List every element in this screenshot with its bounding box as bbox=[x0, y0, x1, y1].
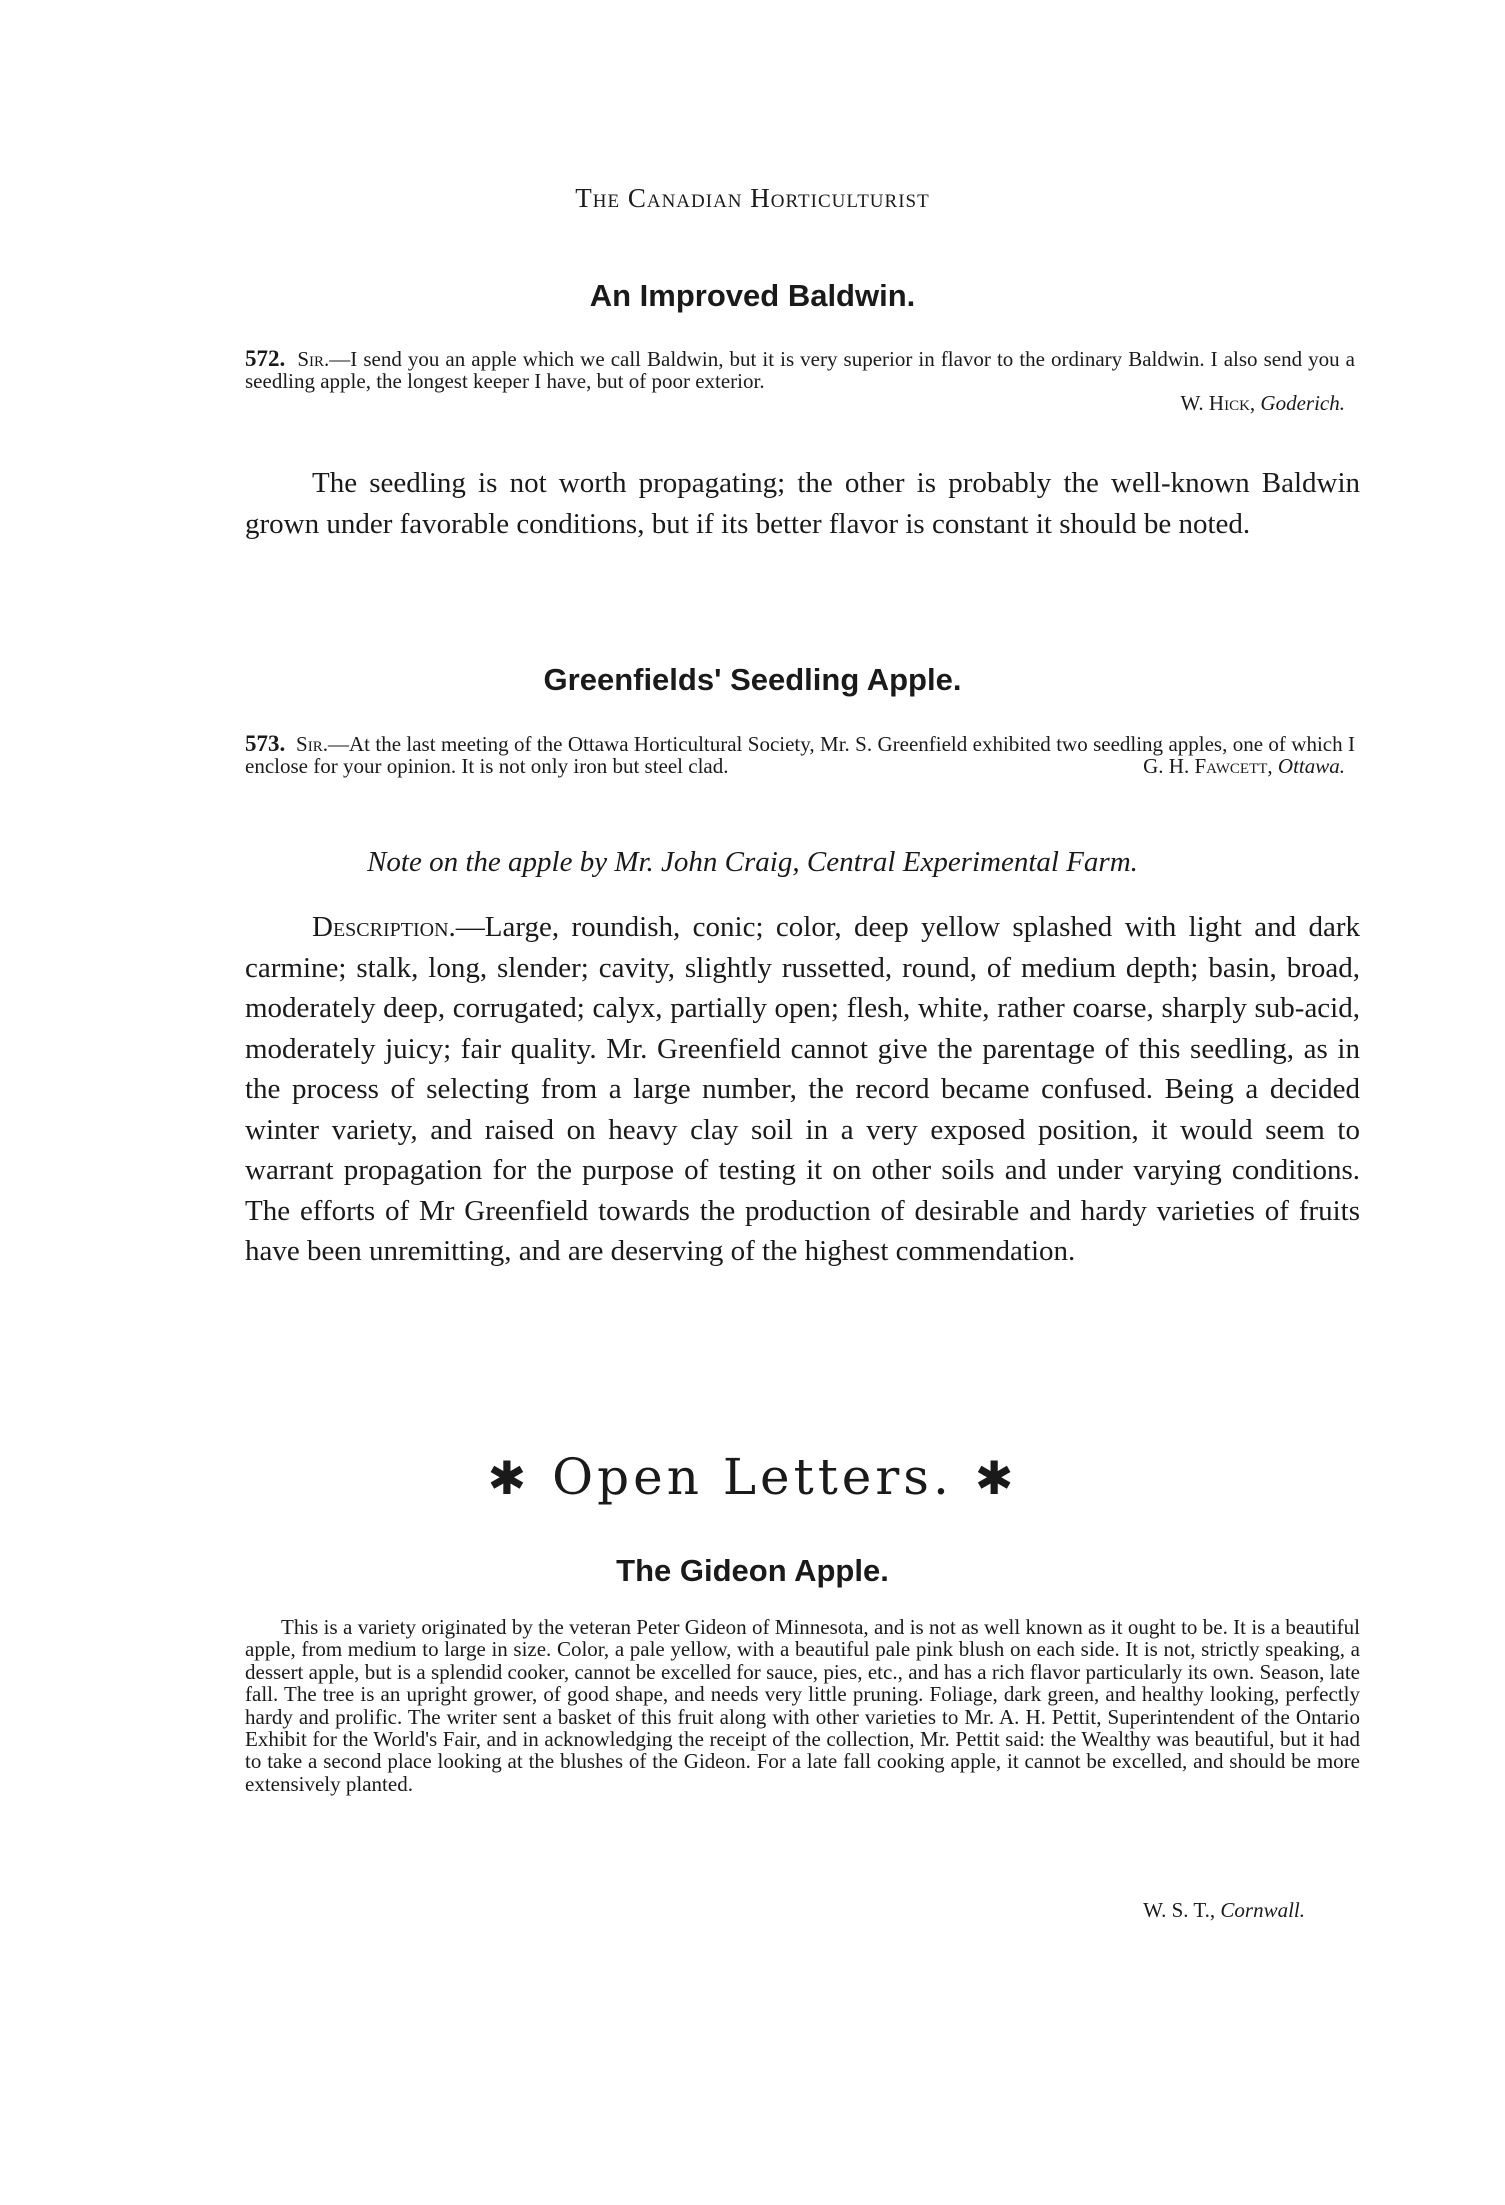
signature-place: Cornwall. bbox=[1220, 1898, 1305, 1922]
letter-salutation: Sir. bbox=[297, 347, 330, 371]
open-letters-banner bbox=[0, 1448, 1505, 1506]
section-title-greenfield: Greenfields' Seedling Apple. bbox=[543, 662, 962, 697]
gideon-paragraph: This is a variety originated by the veteran Peter Gideon of Minnesota, and is not as well known as it ought to be. It is a beautiful apple, from medium to large in size. Color, a pale yellow, with a beautiful pale pink blush on each side. It is not, strictly speaking, a dessert apple, but is a splendid cooker, cannot be excelled for sauce, pies, etc., and has a rich flavor particularly its own. Season, late fall. The tree is an upright grower, of good shape, and needs very little pruning. Foliage, dark green, and healthy looking, perfectly hardy and prolific. The writer sent a basket of this fruit along with other varieties to Mr. A. H. Pettit, Superintendent of the Ontario Exhibit for the World's Fair, and in acknowledging the receipt of the collection, Mr. Pettit said: the Wealthy was beautiful, but it had to take a second place looking at the blushes of the Gideon. For a late fall cooking apple, it cannot be excelled, and should be more extensively planted. bbox=[245, 1615, 1360, 1796]
letter-573 bbox=[245, 733, 1355, 777]
section-title-gideon: The Gideon Apple. bbox=[616, 1553, 889, 1588]
section-title-baldwin: An Improved Baldwin. bbox=[589, 278, 916, 313]
running-head: The Canadian Horticulturist bbox=[575, 183, 930, 213]
letter-text: —At the last meeting of the Ottawa Horticultural Society, Mr. S. Greenfield exhibited two seedling apples, one of which I enclose for your opinion. It is not only iron but steel clad. bbox=[245, 732, 1356, 778]
letter-signature bbox=[245, 392, 1355, 414]
signature-name: W. Hick, bbox=[1180, 391, 1256, 415]
asterisk-ornament-icon: ✱ bbox=[487, 1451, 531, 1505]
letter-number: 573. bbox=[245, 731, 286, 756]
gideon-signature bbox=[245, 1898, 1305, 1923]
signature-name: W. S. T., bbox=[1143, 1898, 1216, 1922]
letter-572 bbox=[245, 348, 1355, 414]
asterisk-ornament-icon: ✱ bbox=[974, 1451, 1018, 1505]
description-label: Description. bbox=[312, 911, 456, 943]
signature-place: Goderich. bbox=[1260, 391, 1345, 415]
letter-number: 572. bbox=[245, 346, 286, 371]
signature-name: G. H. Fawcett, bbox=[1143, 754, 1273, 778]
description-paragraph bbox=[245, 907, 1360, 1272]
banner-text: Open Letters. bbox=[552, 1448, 953, 1506]
signature-place: Ottawa. bbox=[1277, 754, 1345, 778]
note-line: Note on the apple by Mr. John Craig, Central Experimental Farm. bbox=[367, 846, 1138, 878]
letter-salutation: Sir. bbox=[296, 732, 328, 756]
reply-paragraph: The seedling is not worth propagating; the other is probably the well-known Baldwin grown under favorable conditions, but if its better flavor is constant it should be noted. bbox=[245, 467, 1360, 540]
description-text: —Large, roundish, conic; color, deep yellow splashed with light and dark carmine; stalk, long, slender; cavity, slightly russetted, round, of medium depth; basin, broad, moderately deep, corrugated; calyx, partially open; flesh, white, rather coarse, sharply sub-acid, moderately juicy; fair quality. Mr. Greenfield cannot give the parentage of this seedling, as in the process of selecting from a large number, the record became confused. Being a decided winter variety, and raised on heavy clay soil in a very exposed position, it would seem to warrant propagation for the purpose of testing it on other soils and under varying conditions. The efforts of Mr Greenfield towards the production of desirable and hardy varieties of fruits have been unremitting, and are deserving of the highest commendation. bbox=[245, 911, 1360, 1267]
letter-text: —I send you an apple which we call Baldwin, but it is very superior in flavor to the ordinary Baldwin. I also send you a seedling apple, the longest keeper I have, but of poor exterior. bbox=[245, 347, 1355, 393]
